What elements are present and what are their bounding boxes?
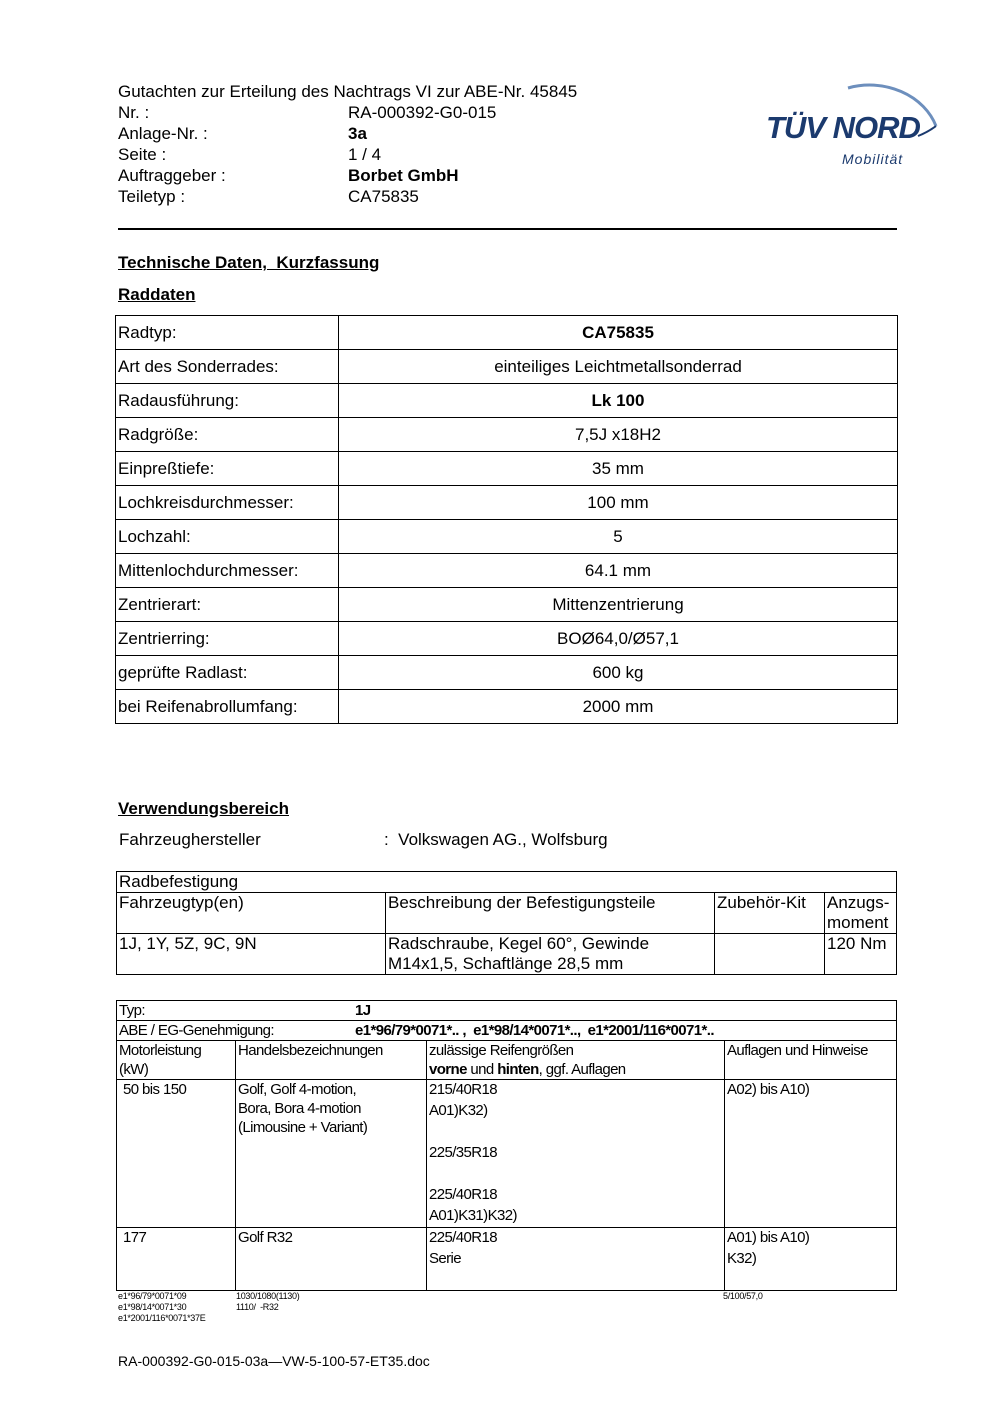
raddaten-table [115,315,898,724]
table-row [117,872,897,893]
table-row [116,656,898,690]
table-row [116,520,898,554]
raddaten-value: einteiliges Leichtmetallsonderrad [339,350,898,384]
header-cell: Handelsbezeichnungen [236,1041,427,1080]
raddaten-label: geprüfte Radlast: [116,656,339,690]
header-cell [825,893,897,934]
table-row [116,350,898,384]
table-row [116,384,898,418]
raddaten-label: Art des Sonderrades: [116,350,339,384]
reifen-cell [427,1080,725,1228]
reifen-line: 225/40R18 [429,1186,497,1203]
header-cell: Auflagen und Hinweise [725,1041,897,1080]
logo-name: TÜV NORD [766,110,920,145]
auflagen-line: A01) bis A10) [727,1229,810,1246]
reifen-line: A01)K32) [429,1102,488,1119]
raddaten-value: 5 [339,520,898,554]
reifen-line: A01)K31)K32) [429,1207,517,1224]
auflagen-cell [725,1228,897,1291]
reifen-cell [427,1228,725,1291]
handel-cell [236,1228,427,1291]
beschreibung-line: Radschraube, Kegel 60°, Gewinde [388,934,650,953]
raddaten-value: 2000 mm [339,690,898,724]
raddaten-label: Radgröße: [116,418,339,452]
verwendung-title: Verwendungsbereich [118,799,289,818]
footer-filename: RA-000392-G0-015-03a—VW-5-100-57-ET35.doc [118,1353,430,1369]
handel-line: Bora, Bora 4-motion [238,1100,361,1117]
handel-line: Golf R32 [238,1229,293,1246]
reifen-line: Serie [429,1250,462,1267]
auflagen-line: K32) [727,1250,757,1267]
header-label: Auftraggeber : [118,166,226,185]
header-row-teiletyp [118,186,577,207]
raddaten-value: Lk 100 [339,384,898,418]
raddaten-value: Mittenzentrierung [339,588,898,622]
note-line: e1*96/79*0071*09 [118,1291,187,1301]
table-row [117,934,897,975]
motor-cell: 177 [117,1228,236,1291]
section-title: Technische Daten, Kurzfassung [118,253,380,272]
logo-subtitle: Mobilität [842,151,904,167]
typ-table [116,1000,897,1291]
header-value: Borbet GmbH [348,166,459,185]
table-row [117,1021,897,1041]
handel-cell [236,1080,427,1228]
raddaten-value: 64.1 mm [339,554,898,588]
notes-col2 [236,1291,299,1313]
raddaten-label: Lochkreisdurchmesser: [116,486,339,520]
tuv-nord-logo [760,58,950,178]
header-label: Anlage-Nr. : [118,124,208,143]
auflagen-line: A02) bis A10) [727,1081,810,1098]
abe-label: ABE / EG-Genehmigung: [119,1022,274,1039]
table-row [116,554,898,588]
raddaten-value: 35 mm [339,452,898,486]
raddaten-value: 600 kg [339,656,898,690]
reifen-line [429,1122,722,1143]
header-line: Anzugs- [827,893,890,912]
hersteller-value: : Volkswagen AG., Wolfsburg [384,830,608,849]
header-row-auftraggeber [118,165,577,186]
raddaten-label: Radausführung: [116,384,339,418]
raddaten-label: Einpreßtiefe: [116,452,339,486]
abe-row [117,1021,897,1041]
header-value: 3a [348,124,367,143]
raddaten-title: Raddaten [118,285,196,304]
header-row-nr [118,102,577,123]
typ-row [117,1001,897,1021]
typ-value: 1J [355,1002,371,1019]
header-line [429,1060,722,1079]
table-row [116,452,898,486]
header-line: moment [827,913,889,932]
header-value: RA-000392-G0-015 [348,103,497,122]
note-line: 5/100/57,0 [723,1291,763,1301]
header-label: Seite : [118,145,167,164]
hersteller-label: Fahrzeughersteller [119,830,261,849]
header-hinten: hinten [497,1061,539,1078]
raddaten-value: BOØ64,0/Ø57,1 [339,622,898,656]
raddaten-label: Lochzahl: [116,520,339,554]
moment-cell: 120 Nm [825,934,897,975]
header-row-seite [118,144,577,165]
table-row [116,588,898,622]
header-rest: , ggf. Auflagen [538,1061,626,1078]
raddaten-value: 100 mm [339,486,898,520]
notes-col3 [723,1291,763,1302]
header-divider [118,228,897,230]
header-vorne: vorne [429,1061,467,1078]
table-row [116,418,898,452]
header-cell: Fahrzeugtyp(en) [117,893,386,934]
abe-value: e1*96/79*0071*.. , e1*98/14*0071*.., e1*2001/116*0071*.. [355,1022,714,1039]
note-line: e1*2001/116*0071*37E [118,1313,206,1323]
table-row [116,622,898,656]
beschreibung-line: M14x1,5, Schaftlänge 28,5 mm [388,954,624,973]
header-row-anlage [118,123,577,144]
document-header [118,81,577,207]
table-row [117,893,897,934]
radbefestigung-title: Radbefestigung [117,872,897,893]
header-cell [117,1041,236,1080]
raddaten-label: Radtyp: [116,316,339,350]
raddaten-label: bei Reifenabrollumfang: [116,690,339,724]
reifen-line: 225/35R18 [429,1144,497,1161]
kit-cell [715,934,825,975]
table-row [116,690,898,724]
table-row [116,316,898,350]
header-cell [427,1041,725,1080]
table-row [117,1041,897,1080]
header-label: Nr. : [118,103,150,122]
raddaten-label: Mittenlochdurchmesser: [116,554,339,588]
note-line: 1110/ -R32 [236,1302,279,1312]
table-row [117,1228,897,1291]
header-title-line: Gutachten zur Erteilung des Nachtrags VI zur ABE-Nr. 45845 [118,82,578,101]
header-und: und [466,1061,498,1078]
raddaten-value: CA75835 [339,316,898,350]
reifen-line: 215/40R18 [429,1081,497,1098]
beschreibung-cell [386,934,715,975]
raddaten-label: Zentrierart: [116,588,339,622]
header-line: Motorleistung [119,1042,202,1059]
header-value: CA75835 [348,187,419,206]
auflagen-cell [725,1080,897,1228]
header-line: (kW) [119,1061,149,1078]
fahrzeugtypen-cell: 1J, 1Y, 5Z, 9C, 9N [117,934,386,975]
note-line: 1030/1080(1130) [236,1291,300,1301]
radbefestigung-table [116,871,897,975]
reifen-line: 225/40R18 [429,1229,497,1246]
notes-col1 [118,1291,205,1324]
handel-line: Golf, Golf 4-motion, [238,1081,357,1098]
header-label: Teiletyp : [118,187,186,206]
handel-line: (Limousine + Variant) [238,1119,368,1136]
typ-label: Typ: [119,1002,145,1019]
note-line: e1*98/14*0071*30 [118,1302,187,1312]
header-value: 1 / 4 [348,145,382,164]
header-line: zulässige Reifengrößen [429,1042,574,1059]
table-row [117,1001,897,1021]
table-row [116,486,898,520]
table-row [117,1080,897,1228]
reifen-line [429,1164,722,1185]
header-cell: Zubehör-Kit [715,893,825,934]
raddaten-label: Zentrierring: [116,622,339,656]
header-cell: Beschreibung der Befestigungsteile [386,893,715,934]
raddaten-value: 7,5J x18H2 [339,418,898,452]
motor-cell: 50 bis 150 [117,1080,236,1228]
